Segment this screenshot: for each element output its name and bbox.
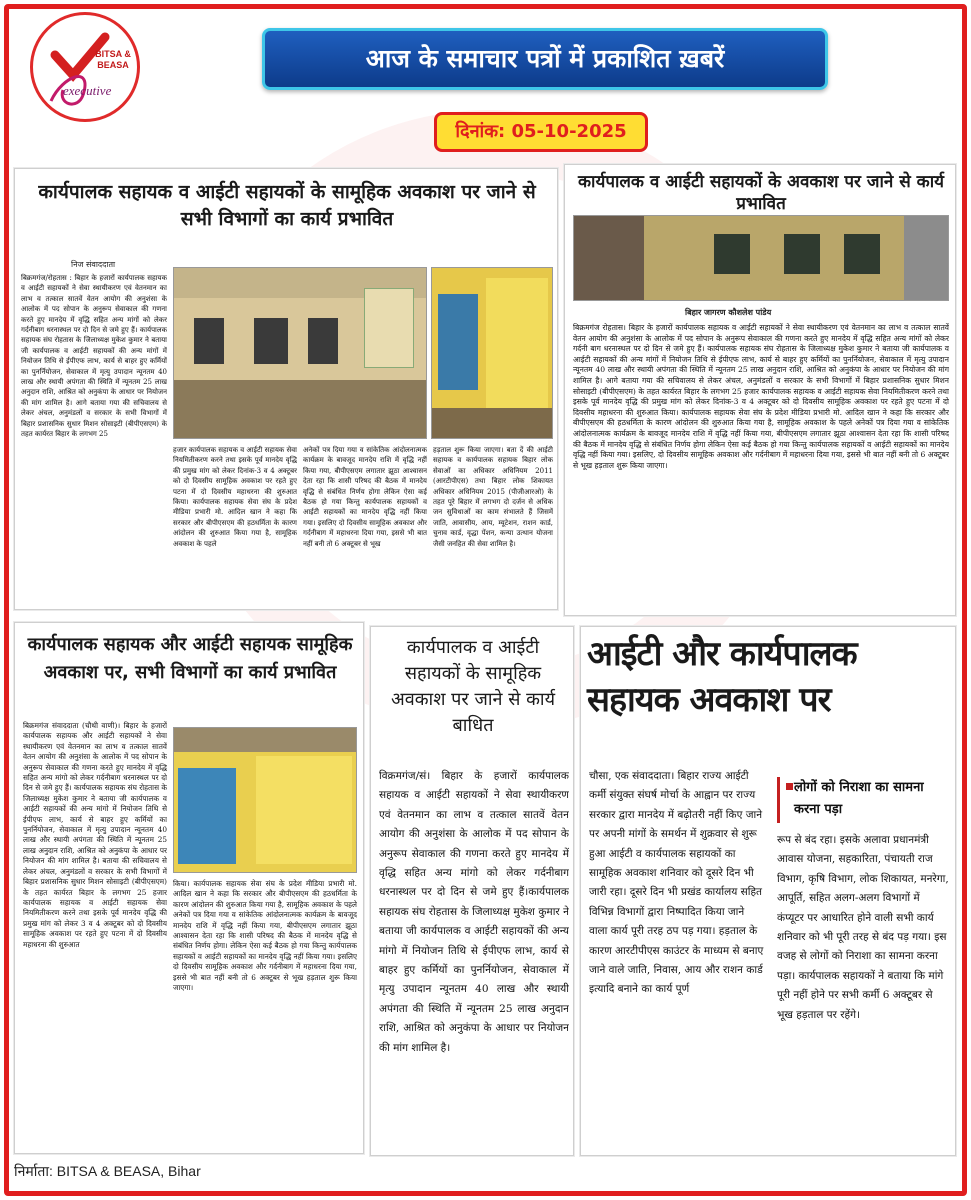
clipping-body: बिक्रमगंज रोहतास। बिहार के हजारों कार्यपालक सहायक व आईटी सहायकों ने सेवा स्थायीकरण एवं वेतनमान का लाभ व तत्काल सातवें वेतन आयोग की अनुशंसा के आलोक में पद सोपान के अनुरूप सेवाकाल की गणना करते हुए मानदेय में वृद्धि सहित अन्य मांगों को लेकर गर्दनी बाग धरनास्थल पर दो दिन से जमे हुए हैं। कार्यपालक सहायक संघ रोहतास के जिलाध्यक्ष मुकेश कुमार ने बताया जी कार्यपालक व आईटी सहायकों की अन्य मांगों में नियोजन तिथि से ईपीएफ लाभ, कार्य से बाहर हुए कर्मियों का पुनर्नियोजन, सेवाकाल में मृत्यु उपादान न्यूनतम 40 लाख और स्थायी अपंगता की स्थिति में न्यूनतम 25 लाख अनुदान राशि, आश्रित को अनुकंपा के आधार पर नियोजन की मांग शामिल है। आगे बताया गया की सचिवालय से लेकर अंचल, अनुमंडलों व सरकार के सभी विभागों में बिहार प्रशासनिक सुधार मिशन सोसाइटी (बीपीएसएम) के तहत कार्यरत बिहार के लगभग 25 हजार कार्यपालक सहायक व आईटी सहायक सेवा नियमितीकरण करने तथा इसके पूर्व मानदेय वृद्धि की प्रमुख मांग को लेकर दिनांक-3 व 4 अक्टूबर को दो दिवसीय सामूहिक अवकाश पर रहते हुए पटना में दो दिवसीय महाधरना की शुरुआत किया। कार्यपालक सहायक सेवा संघ के प्रदेश मीडिया प्रभारी मो. आदिल खान ने कहा कि सरकार और बीपीएसएम की हठधर्मिता के कारण आंदोलन की शुरुआत किया गया है, सामूहिक अवकाश के पहले अनेकों पत्र दिया गया व सांकेतिक आंदोलनात्मक कार्यक्रम के बावजूद मानदेय राशि में वृद्धि नहीं किया गया, बीपीएसएम लगातार झूठा आश्वासन देता रहा कि शासी परिषद की बैठक में मानदेय वृद्धि से संबंधित निर्णय होगा लेकिन ऐसा कई बैठक हो गया किन्तु कार्यपालक सहायकों व आईटी सहायकों का मानदेय वृद्धि नहीं किया गया। इसलिए, दो दिवसीय सामूहिक अवकाश और गर्दनीबाग में महाधरना दिया गया, इससे भी बात नहीं बनी तो 6 अक्टूबर से भूख हड़ताल शुरू किया जाएगा।	[573, 323, 949, 470]
news-clipping-1	[14, 168, 558, 610]
news-clipping-5	[580, 626, 956, 1156]
news-photo	[173, 267, 427, 439]
clipping-column: चौसा, एक संवाददाता। बिहार राज्य आईटी कर्मी संयुक्त संघर्ष मोर्चा के आह्वान पर राज्य सरकार द्वारा मानदेय में बढ़ोतरी नहीं किए जाने पर अपनी मांगों के समर्थन में शुक्रवार से शुरू हुआ आईटी व कार्यपालक सहायकों का सामूहिक अवकाश शनिवार को दूसरे दिन भी जारी रहा। दूसरे दिन भी प्रखंड कार्यालय सहित विभिन्न विभागों द्वारा निष्पादित किया जाने वाला कार्य पूरी तरह ठप पड़ गया। हड़ताल के कारण आरटीपीएस काउंटर के माध्यम से बनाए जाने वाले जाति, निवास, आय और राशन कार्ड इत्यादि बनाने का कार्य पूर्ण	[589, 770, 764, 996]
news-clipping-4	[370, 626, 574, 1156]
clipping-column: हजार कार्यपालक सहायक व आईटी सहायक सेवा नियमितीकरण करने तथा इसके पूर्व मानदेय वृद्धि की प्रमुख मांग को लेकर दिनांक-3 व 4 अक्टूबर को दो दिवसीय सामूहिक अवकाश पर रहते हुए पटना में दो दिवसीय महाधरना की शुरुआत किया। कार्यपालक सहायक सेवा संघ के प्रदेश मीडिया प्रभारी मो. आदिल खान ने कहा कि सरकार और बीपीएसएम की हठधर्मिता के कारण आंदोलन की शुरुआत किया गया है, सामूहिक अवकाश के पहले	[173, 446, 297, 548]
page-title: आज के समाचार पत्रों में प्रकाशित ख़बरें	[262, 28, 828, 90]
clipping-body: विक्रमगंज/सं। बिहार के हजारों कार्यपालक सहायक व आईटी सहायकों ने सेवा स्थायीकरण एवं वेतनमान का लाभ व तत्काल सातवें वेतन आयोग की अनुशंसा के आलोक में पद सोपान के अनुरूप सेवाकाल की गणना करते हुए मानदेय में वृद्धि सहित अन्य मांगो को लेकर गर्दनीबाग धरनास्थल पर दो दिन से जमे हुए हैं।कार्यपालक सहायक संघ रोहतास के जिलाध्यक्ष मुकेश कुमार ने बताया जी कार्यपालक व आईटी सहायकों की अन्य मांगो में नियोजन तिथि से ईपीएफ लाभ, कार्य से बाहर हुए कर्मियों का पुनर्नियोजन, सेवाकाल में मृत्यु उपादान न्यूनतम 40 लाख और स्थायी अपंगता की स्थिति में न्यूनतम 25 लाख अनुदान राशि, आश्रित को अनुकंपा के आधार पर नियोजन की मांग शामिल है।	[379, 770, 569, 1054]
logo-org-name: BITSA & BEASA	[95, 49, 131, 70]
clipping-column: बिक्रमगंज संवाददाता (चौथी वाणी)। बिहार के हजारों कार्यपालक सहायक और आईटी सहायकों ने सेवा स्थायीकरण एवं वेतनमान का लाभ व तत्काल सातवें वेतन आयोग की अनुशंसा के आलोक में पद सोपान के अनुरूप सेवाकाल की गणना करते हुए मानदेय में वृद्धि सहित अन्य मांगो को लेकर गर्दनीबाग धरनास्थल पर दो दिन से जमे हुए हैं। कार्यपालक सहायक संघ रोहतास के जिलाध्यक्ष मुकेश कुमार ने बताया जी कार्यपालक व आईटी सहायकों की अन्य मांगो में नियोजन तिथि से ईपीएफ लाभ, कार्य से बाहर हुए कर्मियों का पुनर्नियोजन, सेवाकाल में मृत्यु उपादान न्यूनतम 40 लाख और स्थायी अपंगता की स्थिति में न्यूनतम 25 लाख अनुदान राशि, आश्रित को अनुकंपा के आधार पर नियोजन की मांग शामिल है। बताया की सचिवालय से लेकर अंचल, अनुमंडलों व सरकार के सभी विभागों में बिहार प्रशासनिक सुधार मिशन सोसाइटी (बीपीएसएम) के तहत कार्यरत बिहार के लगभग 25 हजार कार्यपालक सहायक व आईटी सहायक सेवा नियमितीकरण करने तथा इसके पूर्व मानदेय वृद्धि की प्रमुख मांग को लेकर 3 व 4 अक्टूबर को दो दिवसीय सामूहिक अवकाश पर रहते हुए पटना में दो दिवसीय महाधरना की शुरुआत	[23, 721, 167, 949]
news-photo	[573, 215, 949, 301]
subhead-box	[777, 777, 949, 823]
bullet-icon	[786, 783, 793, 790]
clipping-subhead: लोगों को निराशा का सामना करना पड़ा	[794, 780, 924, 817]
clipping-headline: कार्यपालक सहायक और आईटी सहायक सामूहिक अवकाश पर, सभी विभागों का कार्य प्रभावित	[27, 634, 353, 683]
clipping-byline: निज संवाददाता	[71, 260, 116, 269]
clipping-column: रूप से बंद रहा। इसके अलावा प्रधानमंत्री आवास योजना, सहकारिता, पंचायती राज विभाग, कृषि विभाग, लोक शिकायत, मनरेगा, आपूर्ति, सहित अलग-अलग विभागों में कंप्यूटर पर आधारित होने वाली सभी कार्य शनिवार को भी पूरी तरह से बंद पड़ गया। इस वजह से लोगों को निराशा का सामना करना पड़ा। कार्यपालक सहायकों ने बताया कि मांगे पूरी नहीं होने पर सभी कर्मी 6 अक्टूबर से भूख हड़ताल पर रहेंगे।	[777, 834, 949, 1021]
org-logo	[30, 12, 140, 122]
clipping-headline: कार्यपालक व आईटी सहायकों के अवकाश पर जाने से कार्य प्रभावित	[578, 172, 944, 214]
news-photo	[173, 727, 357, 873]
clipping-headline: कार्यपालक व आईटी सहायकों के सामूहिक अवकाश पर जाने से कार्य बाधित	[390, 637, 556, 736]
photo-credit: बिहार जागरण कौशलेश पांडेय	[685, 308, 772, 317]
clipping-column: किया। कार्यपालक सहायक सेवा संघ के प्रदेश मीडिया प्रभारी मो. आदिल खान ने कहा कि सरकार और बीपीएसएम की हठधर्मिता के कारण आंदोलन की शुरुआत किया गया है, सामूहिक अवकाश के पहले अनेकों पत्र दिया गया व सांकेतिक आंदोलनात्मक कार्यक्रम के बावजूद मानदेय राशि में वृद्धि नहीं किया गया, बीपीएसएम लगातार झूठा आश्वासन देता रहा कि शासी परिषद की बैठक में मानदेय वृद्धि से संबंधित निर्णय होगा। लेकिन ऐसा कई बैठक हो गया किन्तु कार्यपालक सहायकों व आईटी सहायकों का मानदेय वृद्धि नहीं किया गया। इसलिए दो दिवसीय सामूहिक अवकाश और गर्दनीबाग में महाधरना दिया गया, इससे भी बात नहीं बनी तो 6 अक्टूबर से भूख हड़ताल शुरू किया जाएगा।	[173, 879, 357, 993]
date-badge: दिनांक: 05-10-2025	[434, 112, 648, 152]
clipping-column: बिक्रमगंज/रोहतास : बिहार के हजारों कार्यपालक सहायक व आईटी सहायकों ने सेवा स्थायीकरण एवं वेतनमान का लाभ व तत्काल सातवें वेतन आयोग की अनुशंसा के आलोक में पद सोपान के अनुरूप सेवाकाल की गणना करते हुए मानदेय में वृद्धि सहित अन्य मांगों को लेकर गर्दनीबाग धरनास्थल पर दो दिन से जमे हुए हैं। कार्यपालक सहायक संघ रोहतास के जिलाध्यक्ष मुकेश कुमार ने बताया जी कार्यपालक व आईटी सहायकों की अन्य मांगों में नियोजन तिथि से ईपीएफ लाभ, कार्य से बाहर हुए कर्मियों का पुनर्नियोजन, सेवाकाल में मृत्यु उपादान न्यूनतम 40 लाख और स्थायी अपंगता की स्थिति में न्यूनतम 25 लाख अनुदान राशि, आश्रित को अनुकंपा के आधार पर नियोजन की मांग शामिल है। आगे बताया गया की सचिवालय से लेकर अंचल, अनुमंडलों व सरकार के सभी विभागों में बिहार प्रशासनिक सुधार मिशन सोसाइटी (बीपीएसएम) के तहत कार्यरत बिहार के लगभग 25	[21, 274, 167, 439]
clipping-headline: कार्यपालक सहायक व आईटी सहायकों के सामूहिक अवकाश पर जाने से सभी विभागों का कार्य प्रभावित	[38, 181, 536, 230]
clipping-column: हड़ताल शुरू किया जाएगा। बता दें की आईटी सहायक व कार्यपालक सहायक बिहार लोक सेवाओं का अधिकार अधिनियम 2011 (आरटीपीएस) तथा बिहार लोक शिकायत अधिकार अधिनियम 2015 (पीजीआरओ) के तहत पूरे बिहार में लगभग दो दर्जन से अधिक जन सुविधाओं का काम संभालते हैं जिसमें जाति, आवासीय, आय, म्यूटेशन, राशन कार्ड, चुनाव कार्ड, वृद्धा पेंशन, कन्या उत्थान योजना जैसी जनहित की सेवा शामिल है।	[433, 446, 553, 548]
footer-credit: निर्माता: BITSA & BEASA, Bihar	[14, 1163, 201, 1179]
clipping-column: अनेकों पत्र दिया गया व सांकेतिक आंदोलनात्मक कार्यक्रम के बावजूद मानदेय राशि में वृद्धि नहीं किया गया, बीपीएसएम लगातार झूठा आश्वासन देता रहा कि शासी परिषद की बैठक में मानदेय वृद्धि से संबंधित निर्णय होगा लेकिन ऐसा कई बैठक हो गया किन्तु कार्यपालक सहायकों व आईटी सहायकों का मानदेय वृद्धि नहीं किया गया। इसलिए दो दिवसीय सामूहिक अवकाश और गर्दनीबाग में महाधरना दिया गया, इससे भी बात नहीं बनी तो 6 अक्टूबर से भूख	[303, 446, 427, 548]
news-photo	[431, 267, 553, 439]
clipping-headline: आईटी और कार्यपालक सहायक अवकाश पर	[587, 634, 857, 720]
news-clipping-3	[14, 622, 364, 1154]
news-clipping-2	[564, 164, 956, 616]
logo-script-text: executive	[63, 83, 112, 98]
